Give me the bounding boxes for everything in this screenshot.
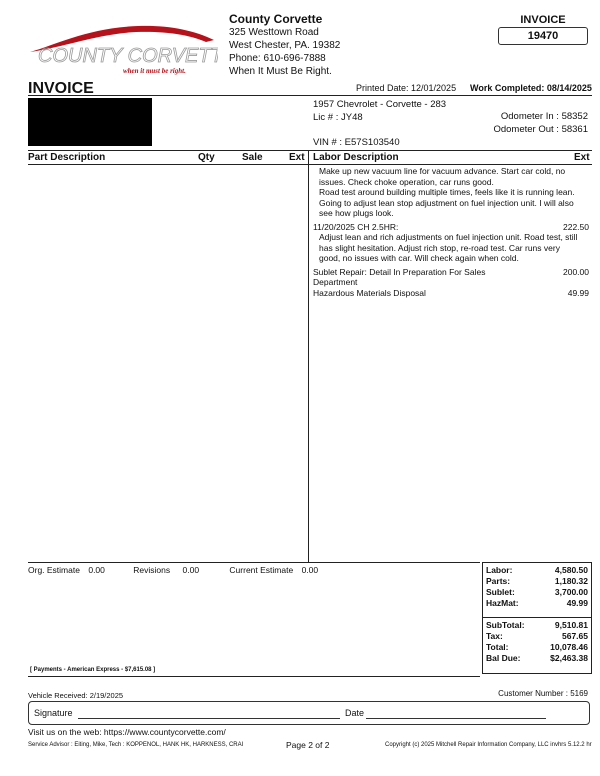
current-estimate-value: 0.00 xyxy=(301,565,319,575)
signature-label: Signature xyxy=(34,708,73,718)
redacted-customer-info xyxy=(28,98,152,146)
col-qty: Qty xyxy=(198,152,215,163)
sublet-label: Sublet Repair: Detail In Preparation For Sales xyxy=(313,266,486,277)
current-estimate-label: Current Estimate xyxy=(229,565,294,575)
hazmat-amount: 49.99 xyxy=(567,287,589,298)
totals-tax: Tax: 567.65 xyxy=(486,631,588,641)
columns-bottom-divider xyxy=(28,164,592,165)
org-estimate-label: Org. Estimate xyxy=(28,565,80,575)
shop-info xyxy=(229,13,340,78)
work-completed: Work Completed: 08/14/2025 xyxy=(470,83,592,93)
shop-slogan: When It Must Be Right. xyxy=(229,66,332,77)
invoice-number: 19470 xyxy=(498,27,588,45)
col-labor-description: Labor Description xyxy=(313,152,399,163)
signature-line xyxy=(78,718,340,719)
totals-subtotal: SubTotal: 9,510.81 xyxy=(486,620,588,630)
labor-details xyxy=(313,166,589,298)
shop-logo xyxy=(28,22,218,80)
col-labor-ext: Ext xyxy=(574,152,590,163)
totals-hazmat: HazMat: 49.99 xyxy=(486,598,588,608)
labor-line: Make up new vacuum line for vacuum advance. Start car cold, no xyxy=(319,166,566,176)
header-divider xyxy=(28,95,592,96)
logo-text: COUNTY CORVETTE xyxy=(38,45,218,67)
shop-address2: West Chester, PA. 19382 xyxy=(229,40,341,51)
page-title: INVOICE xyxy=(28,80,94,97)
vehicle-info xyxy=(313,98,446,124)
shop-name: County Corvette xyxy=(229,12,323,26)
sublet-label-cont: Department xyxy=(313,277,358,287)
revisions-label: Revisions xyxy=(133,565,171,575)
labor-line: see how plugs look. xyxy=(319,208,394,218)
revisions-value: 0.00 xyxy=(182,565,200,575)
org-estimate-value: 0.00 xyxy=(88,565,105,575)
shop-address1: 325 Westtown Road xyxy=(229,27,319,38)
copyright: Copyright (c) 2025 Mitchell Repair Information Company, LLC invhrs 5.12.2 hr xyxy=(385,742,592,748)
invoice-box-label: INVOICE xyxy=(520,14,566,26)
estimates-row xyxy=(28,565,318,575)
col-sale: Sale xyxy=(242,152,263,163)
totals-labor: Labor: 4,580.50 xyxy=(486,565,588,575)
hazmat-entry xyxy=(313,288,589,299)
printed-date: Printed Date: 12/01/2025 xyxy=(356,83,457,93)
totals-parts: Parts: 1,180.32 xyxy=(486,576,588,586)
column-separator xyxy=(308,150,309,562)
vehicle-description: 1957 Chevrolet - Corvette - 283 xyxy=(313,99,447,110)
vehicle-lic: Lic # : JY48 xyxy=(313,112,363,123)
totals-box xyxy=(482,562,592,674)
labor-line: good, no issues with car. Will check again when cold. xyxy=(319,253,519,263)
vehicle-received: Vehicle Received: 2/19/2025 xyxy=(28,691,124,700)
body-bottom-divider xyxy=(28,562,480,563)
totals-total: Total: 10,078.46 xyxy=(486,642,588,652)
col-part-description: Part Description xyxy=(28,152,106,163)
hazmat-label: Hazardous Materials Disposal xyxy=(313,287,426,298)
columns-top-divider xyxy=(28,150,592,151)
signature-box xyxy=(28,701,590,725)
labor-entry xyxy=(313,222,589,233)
totals-sublet: Sublet: 3,700.00 xyxy=(486,587,588,597)
labor-line: issues. Check choke operation, car runs good. xyxy=(319,176,494,187)
customer-number: Customer Number : 5169 xyxy=(498,689,588,698)
date-label: Date xyxy=(345,708,365,718)
sublet-entry xyxy=(313,267,589,278)
odometer-block xyxy=(470,110,588,136)
totals-bal-due: Bal Due: $2,463.38 xyxy=(486,653,588,663)
date-line xyxy=(366,718,546,719)
odometer-in: Odometer In : 58352 xyxy=(500,111,588,122)
website-line: Visit us on the web: https://www.countycorvette.com/ xyxy=(28,727,226,737)
shop-phone: Phone: 610-696-7888 xyxy=(229,53,326,64)
service-advisor: Service Advisor : Eiting, Mike, Tech : KOPPENOL, HANK HK, HARKNESS, CRAI xyxy=(28,742,244,748)
labor-line: Road test around building multiple times, feels like it is running lean. xyxy=(319,187,575,197)
odometer-out: Odometer Out : 58361 xyxy=(493,124,588,135)
labor-line: Going to adjust lean stop adjustment on fuel injection unit. I will also xyxy=(319,197,574,208)
sublet-amount: 200.00 xyxy=(563,266,589,277)
payments-divider xyxy=(28,676,480,677)
logo-tagline: when it must be right. xyxy=(123,67,186,75)
labor-line: has slight hesitation. Adjust rich stop, re-road test. Car runs very xyxy=(319,242,560,253)
vehicle-vin: VIN # : E57S103540 xyxy=(313,137,400,148)
col-ext: Ext xyxy=(289,152,305,163)
labor-entry-amount: 222.50 xyxy=(563,221,589,232)
labor-entry-label: 11/20/2025 CH 2.5HR: xyxy=(313,221,399,232)
labor-line: Adjust lean and rich adjustments on fuel injection unit. Road test, still xyxy=(319,232,578,242)
payments-note: [ Payments - American Express - $7,615.08 ] xyxy=(30,667,156,673)
page-number: Page 2 of 2 xyxy=(286,740,330,750)
